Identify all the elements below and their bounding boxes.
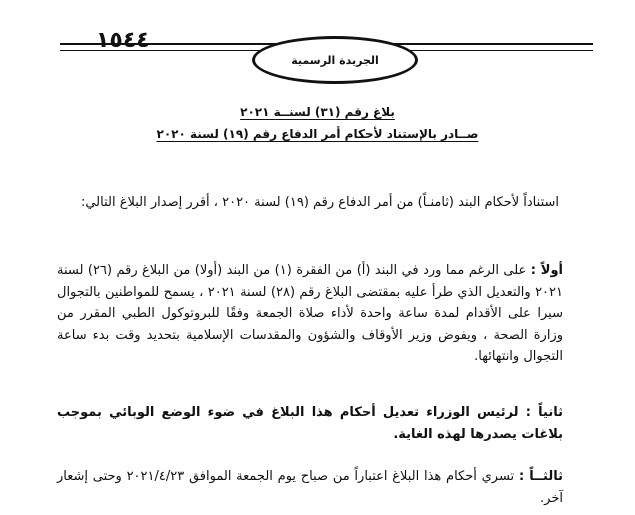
gazette-name-badge (252, 36, 418, 84)
notice-title: بلاغ رقم (٣١) لسنــة ٢٠٢١ (240, 105, 395, 119)
clause-first-text: على الرغم مما ورد في البند (أ) من الفقرة (١) من البند (أولا) من البلاغ رقم (٢٦) لسنة ٢٠٢١ والتعديل الذي طرأ عليه بمقتضى البلاغ رقم (٢٨) لسنة ٢٠٢١ ، يسمح للمواطنين بالتجوال سيرا على الأقدام لمدة ساعة واحدة لأداء صلاة الجمعة وفقًا للبروتوكول الطبي المقرر من وزارة الصحة ، ويفوض وزير الأوقاف والشؤون والمقدسات الإسلامية بتحديد وقت بدء ساعة التجوال وانتهائها. (57, 263, 564, 364)
clause-first (57, 260, 563, 368)
clause-second-text: لرئيس الوزراء تعديل أحكام هذا البلاغ في ضوء الوضع الوبائي بموجب بلاغات يصدرها لهذه الغاية. (57, 405, 563, 442)
clause-third-text: تسري أحكام هذا البلاغ اعتباراً من صباح يوم الجمعة الموافق ٢٠٢١/٤/٢٣ وحتى إشعار آخر. (57, 469, 563, 506)
page-number: ١٥٤٤ (96, 28, 150, 53)
clause-second-label: ثانياً : (525, 405, 563, 420)
intro-paragraph: استناداً لأحكام البند (ثامنـاً) من أمر الدفاع رقم (١٩) لسنة ٢٠٢٠ ، أقرر إصدار البلاغ التالي: (80, 195, 559, 210)
gazette-name: الجريدة الرسمية (291, 53, 379, 67)
clause-second (57, 402, 563, 445)
clause-third-label: ثالثــاً : (518, 469, 563, 484)
clause-third (57, 466, 563, 509)
clause-first-label: أولاً : (530, 263, 563, 278)
notice-subtitle: صــادر بالإستناد لأحكام أمر الدفاع رقم (١٩) لسنة ٢٠٢٠ (156, 127, 479, 141)
